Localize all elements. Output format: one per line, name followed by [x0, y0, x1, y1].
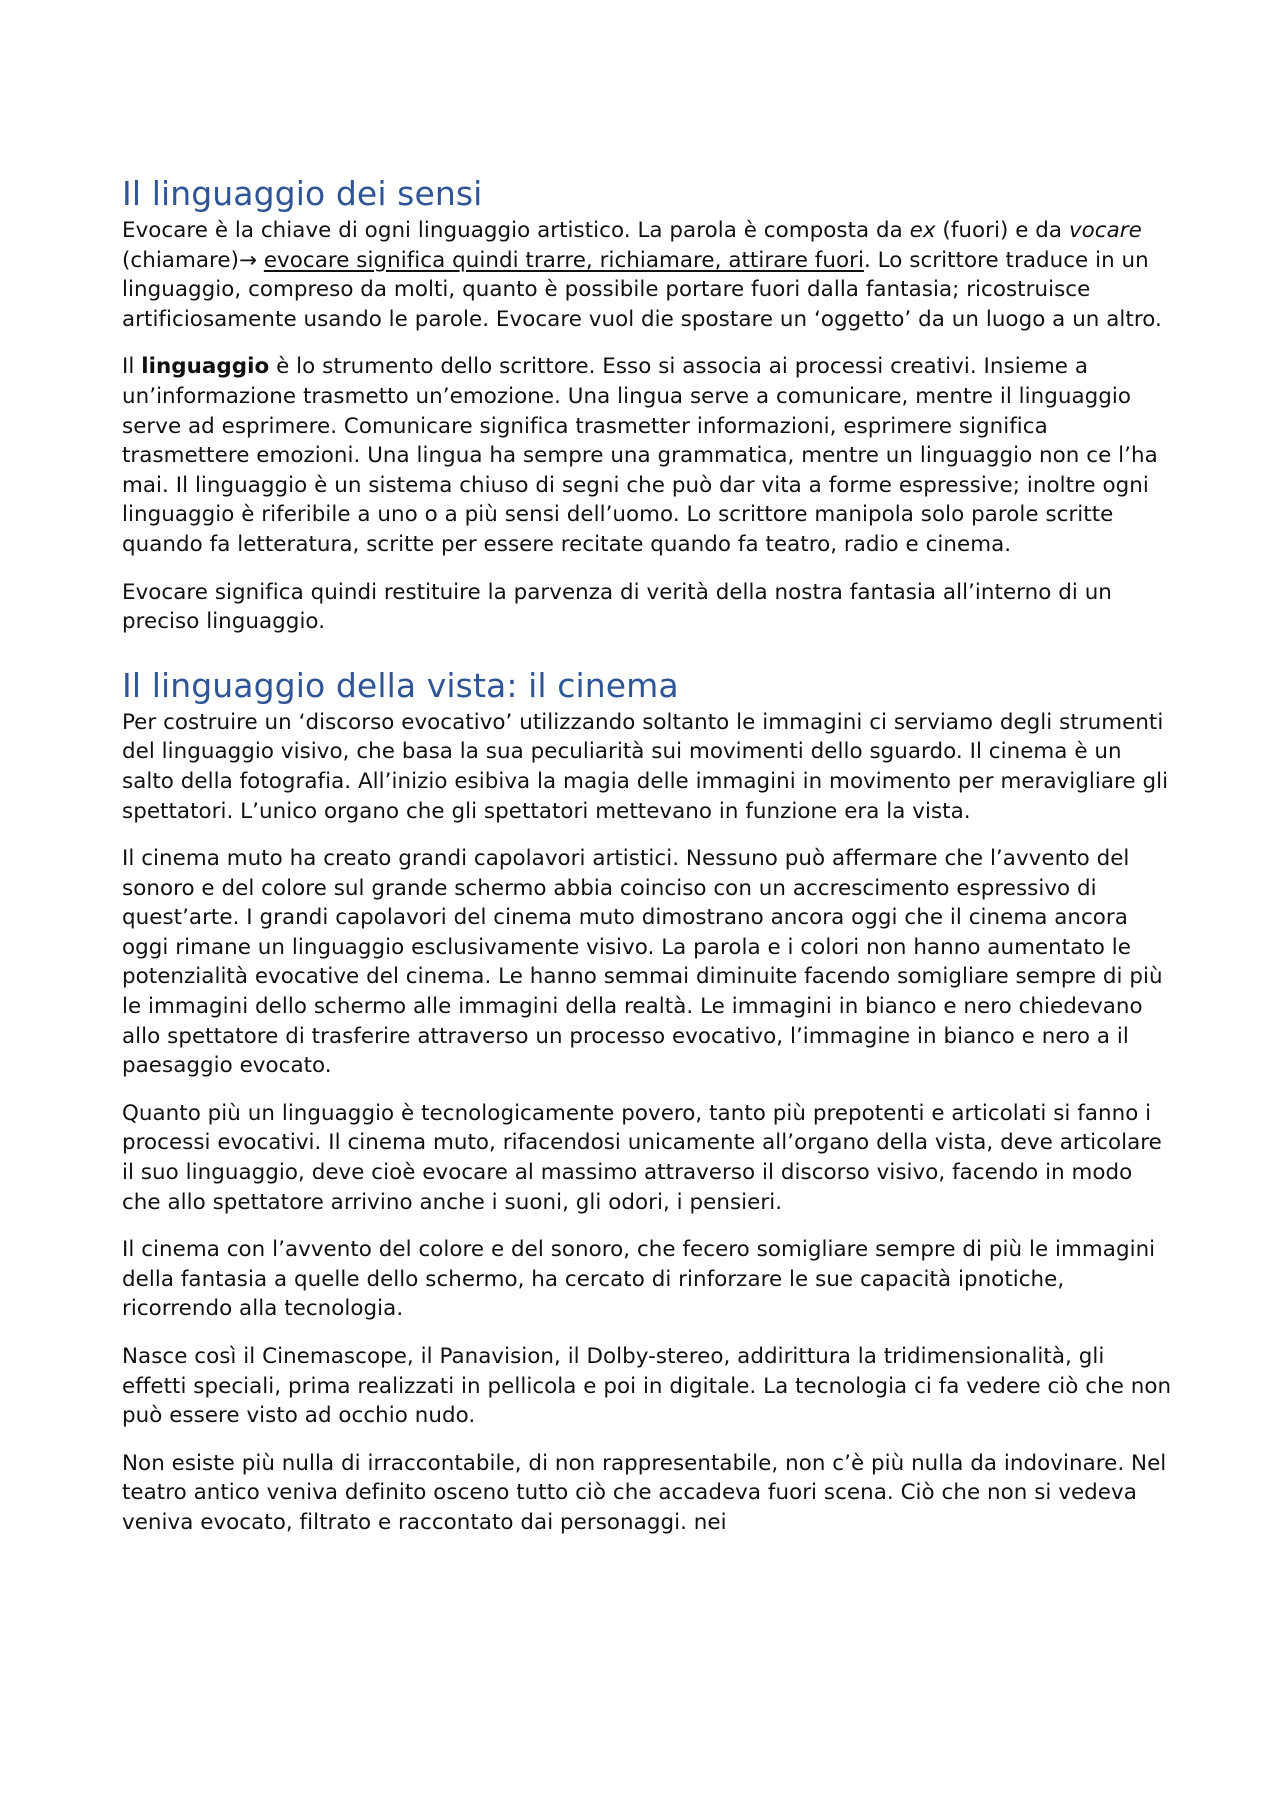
section-linguaggio-dei-sensi	[122, 172, 1172, 637]
text-run	[257, 248, 264, 273]
paragraph: Il cinema con l’avvento del colore e del sonoro, che fecero somigliare sempre di più le immagini della fantasia a quelle dello schermo, ha cercato di rinforzare le sue capacità ipnotiche, ricorrendo alla tecnologia.	[122, 1237, 1156, 1322]
paragraph	[122, 352, 1172, 559]
text-run: (fuori) e da	[935, 218, 1069, 243]
italic-term: ex	[909, 218, 936, 243]
text-run: (chiamare)	[122, 247, 239, 273]
text-run: Il	[122, 354, 142, 380]
paragraph: Nasce così il Cinemascope, il Panavision, il Dolby-stereo, addirittura la tridimensionalità, gli effetti speciali, prima realizzati in pellicola e poi in digitale. La tecnologia ci fa vedere ciò che non può essere visto ad occhio nudo.	[122, 1344, 1172, 1429]
text-run: è lo strumento dello scrittore. Esso si associa ai processi creativi. Insieme a un’informazione trasmetto un’emozione. Una lingua serve a comunicare, mentre il linguaggio serve ad esprimere. Comunicare significa trasmetter informazioni, esprimere significa trasmettere emozioni. Una lingua ha sempre una grammatica, mentre un linguaggio non ce l’ha mai. Il linguaggio è un sistema chiuso di segni che può dar vita a forme espressive; inoltre ogni linguaggio è riferibile a uno o a più sensi dell’uomo. Lo scrittore manipola solo parole scritte quando fa letteratura, scritte per essere recitate quando fa teatro, radio e cinema.	[122, 354, 1158, 557]
text-run: . Lo scrittore traduce in un linguaggio, compreso da molti, quanto è possibile portare fuori dalla fantasia; ricostruisce artificiosamente usando le parole. Evocare vuol die spostare un ‘oggetto’ da un luogo a un altro.	[122, 247, 1162, 332]
arrow-right-icon: →	[239, 247, 257, 273]
italic-term: vocare	[1068, 218, 1142, 243]
paragraph: Evocare significa quindi restituire la parvenza di verità della nostra fantasia all’interno di un preciso linguaggio.	[122, 579, 1112, 635]
paragraph: Non esiste più nulla di irraccontabile, di non rappresentabile, non c’è più nulla da indovinare. Nel teatro antico veniva definito osceno tutto ciò che accadeva fuori scena. Ciò che non si vedeva veniva evocato, filtrato e raccontato dai personaggi. nei	[122, 1450, 1167, 1535]
text-run: Evocare è la chiave di ogni linguaggio artistico. La parola è composta da	[122, 218, 910, 243]
bold-term: linguaggio	[141, 354, 270, 380]
paragraph: Per costruire un ‘discorso evocativo’ utilizzando soltanto le immagini ci serviamo degli strumenti del linguaggio visivo, che basa la sua peculiarità sui movimenti dello sguardo. Il cinema è un salto della fotografia. All’inizio esibiva la magia delle immagini in movimento per meravigliare gli spettatori. L’unico organo che gli spettatori mettevano in funzione era la vista.	[122, 709, 1169, 824]
section-title: Il linguaggio dei sensi	[122, 174, 483, 213]
paragraph: Il cinema muto ha creato grandi capolavori artistici. Nessuno può affermare che l’avvento del sonoro e del colore sul grande schermo abbia coinciso con un accrescimento espressivo di quest’arte. I grandi capolavori del cinema muto dimostrano ancora oggi che il cinema ancora oggi rimane un linguaggio esclusivamente visivo. La parola e i colori non hanno aumentato le potenzialità evocative del cinema. Le hanno semmai diminuite facendo somigliare sempre di più le immagini dello schermo alle immagini della realtà. Le immagini in bianco e nero chiedevano allo spettatore di trasferire attraverso un processo evocativo, l’immagine in bianco e nero a il paesaggio evocato.	[122, 846, 1163, 1079]
underlined-definition: evocare significa quindi trarre, richiamare, attirare fuori	[263, 247, 864, 273]
section-title: Il linguaggio della vista: il cinema	[122, 665, 679, 705]
paragraph: Quanto più un linguaggio è tecnologicamente povero, tanto più prepotenti e articolati si fanno i processi evocativi. Il cinema muto, rifacendosi unicamente all’organo della vista, deve articolare il suo linguaggio, deve cioè evocare al massimo attraverso il discorso visivo, facendo in modo che allo spettatore arrivino anche i suoni, gli odori, i pensieri.	[122, 1100, 1162, 1215]
document-page	[122, 172, 1172, 1538]
paragraph	[122, 216, 1172, 334]
section-linguaggio-della-vista	[122, 664, 1172, 1538]
